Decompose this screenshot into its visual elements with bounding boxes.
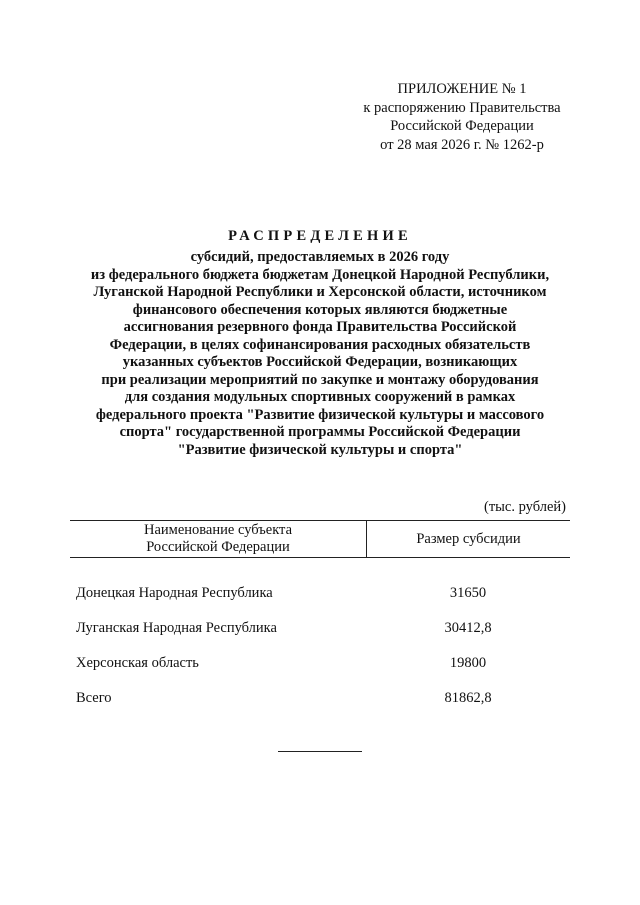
appendix-header (346, 80, 578, 154)
subject-name-cell: Донецкая Народная Республика (76, 584, 273, 601)
appendix-line: от 28 мая 2026 г. № 1262-р (380, 136, 544, 153)
table-body (70, 575, 570, 715)
subtitle-line: субсидий, предоставляемых в 2026 году (190, 249, 450, 265)
table-row (70, 575, 570, 610)
units-label: (тыс. рублей) (484, 499, 566, 515)
subject-name-cell: Херсонская область (76, 654, 199, 671)
total-amount-cell: 81862,8 (444, 689, 492, 706)
header-subsidy-amount: Размер субсидии (416, 530, 521, 547)
appendix-line: к распоряжению Правительства (363, 99, 561, 116)
subtitle-line: спорта" государственной программы Российской Федерации (119, 424, 521, 440)
subtitle-line: для создания модульных спортивных сооружений в рамках (124, 389, 516, 405)
total-label-cell: Всего (76, 689, 112, 706)
subsidy-amount-cell: 19800 (449, 654, 487, 671)
subtitle-line: указанных субъектов Российской Федерации, возникающих (122, 354, 518, 370)
end-divider (278, 751, 362, 752)
subject-name-cell: Луганская Народная Республика (76, 619, 277, 636)
document-subtitle (60, 249, 580, 459)
subtitle-line: Луганской Народной Республики и Херсонской области, источником (93, 284, 547, 300)
table-header (70, 520, 570, 558)
header-subject-line: Российской Федерации (146, 539, 290, 555)
subtitle-line: при реализации мероприятий по закупке и монтажу оборудования (101, 371, 539, 388)
appendix-line: Российской Федерации (390, 118, 534, 134)
subtitle-line: из федерального бюджета бюджетам Донецкой Народной Республики, (90, 266, 550, 283)
header-subject-line: Наименование субъекта (143, 522, 293, 538)
table-row (70, 645, 570, 680)
subsidy-amount-cell: 30412,8 (444, 619, 492, 636)
appendix-line: ПРИЛОЖЕНИЕ № 1 (397, 81, 527, 97)
document-title: РАСПРЕДЕЛЕНИЕ (228, 228, 412, 244)
subtitle-line: финансового обеспечения которых являются бюджетные (132, 301, 508, 318)
subtitle-line: "Развитие физической культуры и спорта" (177, 441, 463, 458)
header-subject-name (70, 521, 367, 557)
subtitle-line: Федерации, в целях софинансирования расходных обязательств (109, 336, 531, 353)
subsidy-amount-cell: 31650 (449, 584, 487, 601)
subtitle-line: федерального проекта "Развитие физической культуры и массового (95, 406, 545, 423)
subtitle-line: ассигнования резервного фонда Правительства Российской (123, 319, 517, 335)
subsidy-table (70, 520, 570, 715)
table-row (70, 610, 570, 645)
total-row (70, 680, 570, 715)
